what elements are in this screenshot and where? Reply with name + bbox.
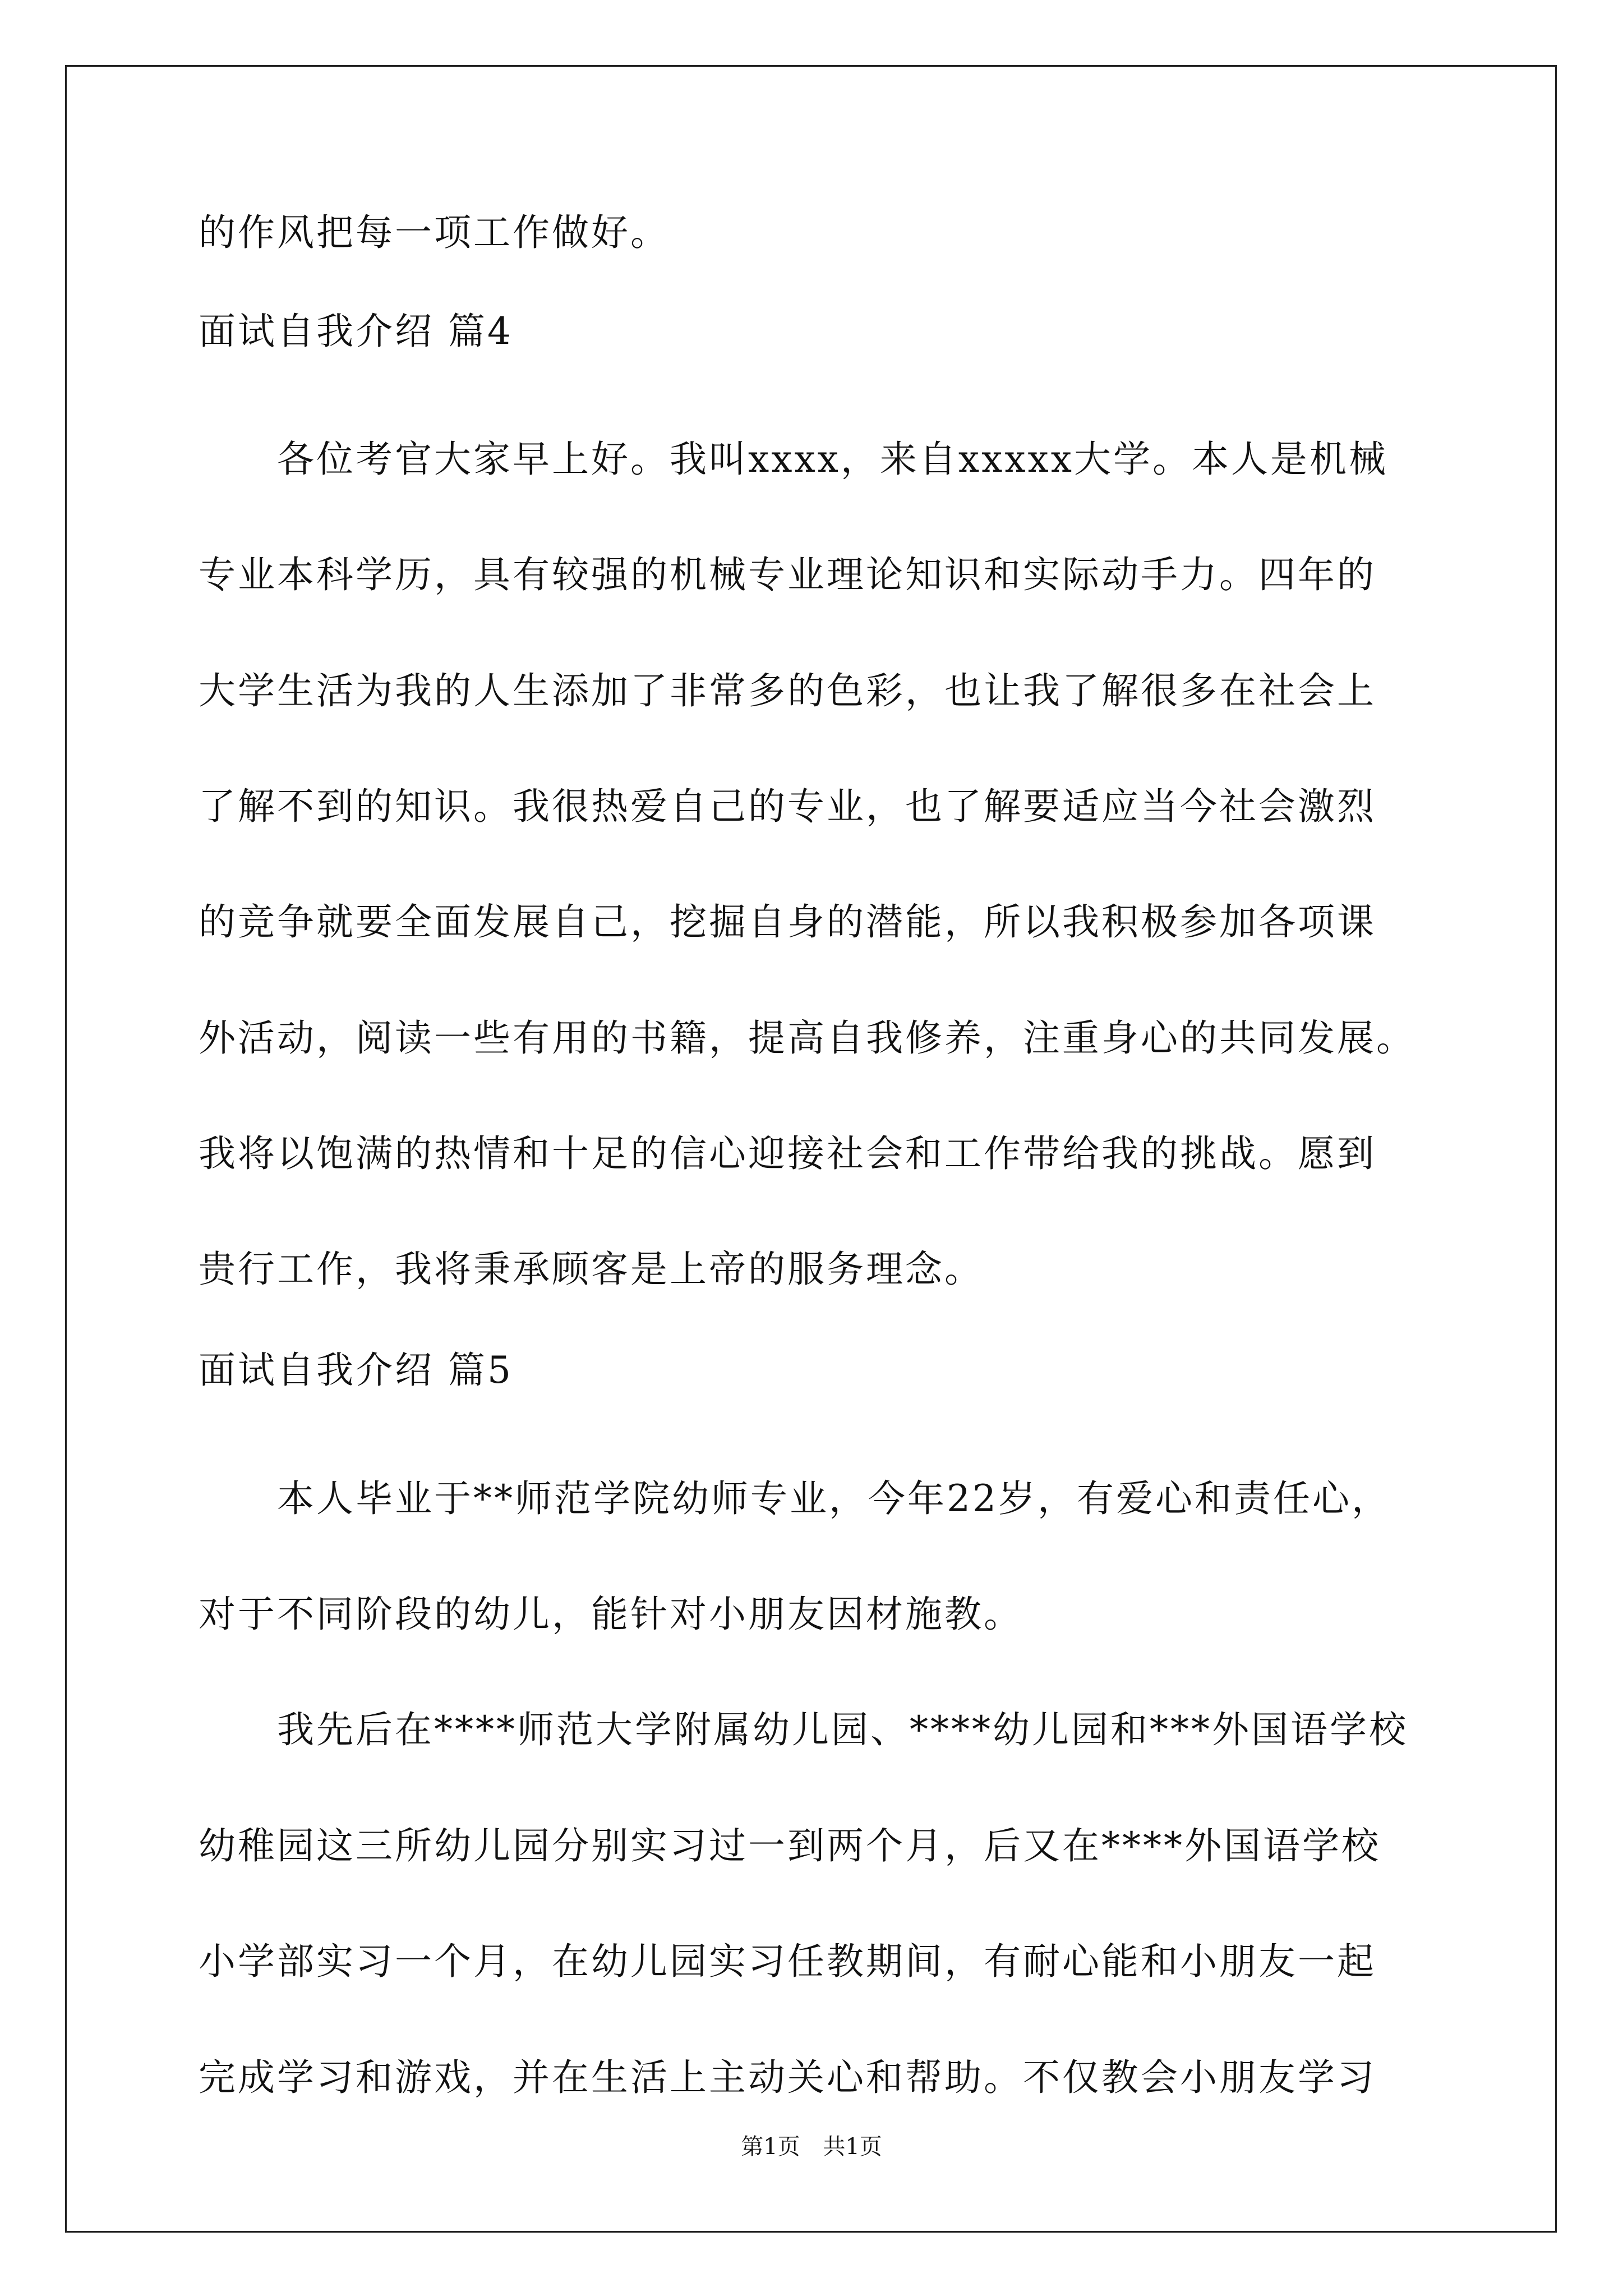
paragraph-line: 我将以饱满的热情和十足的信心迎接社会和工作带给我的挑战。愿到 bbox=[199, 1132, 1376, 1175]
paragraph-line: 小学部实习一个月，在幼儿园实习任教期间，有耐心能和小朋友一起 bbox=[199, 1940, 1376, 1983]
paragraph-line: 我先后在****师范大学附属幼儿园、****幼儿园和***外国语学校 bbox=[277, 1708, 1408, 1751]
paragraph-line: 的竞争就要全面发展自己，挖掘自身的潜能，所以我积极参加各项课 bbox=[199, 900, 1376, 944]
paragraph-line: 外活动，阅读一些有用的书籍，提高自我修养，注重身心的共同发展。 bbox=[199, 1016, 1415, 1060]
paragraph-line: 的作风把每一项工作做好。 bbox=[199, 211, 670, 254]
page-footer bbox=[0, 2133, 1623, 2161]
paragraph-line: 完成学习和游戏，并在生活上主动关心和帮助。不仅教会小朋友学习 bbox=[199, 2056, 1376, 2099]
paragraph-line: 贵行工作，我将秉承顾客是上帝的服务理念。 bbox=[199, 1248, 984, 1291]
paragraph-line: 幼稚园这三所幼儿园分别实习过一到两个月，后又在****外国语学校 bbox=[199, 1824, 1381, 1867]
paragraph-line: 了解不到的知识。我很热爱自己的专业，也了解要适应当今社会激烈 bbox=[199, 785, 1376, 828]
paragraph-line: 大学生活为我的人生添加了非常多的色彩，也让我了解很多在社会上 bbox=[199, 669, 1376, 712]
section-heading: 面试自我介绍 篇5 bbox=[199, 1349, 513, 1392]
paragraph-line: 各位考官大家早上好。我叫xxxx，来自xxxxx大学。本人是机械 bbox=[277, 438, 1388, 481]
paragraph-line: 本人毕业于**师范学院幼师专业，今年22岁，有爱心和责任心， bbox=[277, 1477, 1391, 1520]
paragraph-line: 专业本科学历，具有较强的机械专业理论知识和实际动手力。四年的 bbox=[199, 553, 1376, 596]
page-number: 第1页 bbox=[741, 2134, 800, 2160]
section-heading: 面试自我介绍 篇4 bbox=[199, 310, 513, 353]
page-total: 共1页 bbox=[823, 2134, 882, 2160]
paragraph-line: 对于不同阶段的幼儿，能针对小朋友因材施教。 bbox=[199, 1593, 1023, 1636]
